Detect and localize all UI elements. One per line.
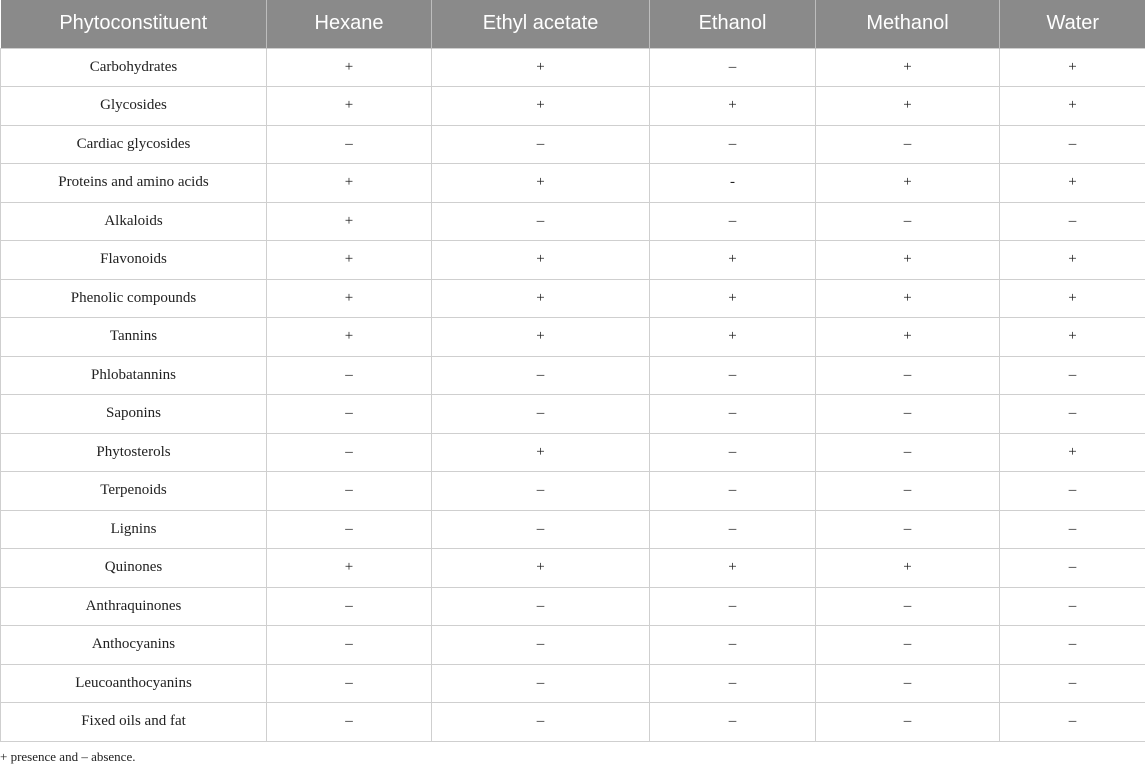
cell-ethyl-acetate: +: [432, 433, 650, 472]
cell-ethyl-acetate: –: [432, 510, 650, 549]
table-row: [1, 472, 1145, 511]
cell-ethanol: –: [650, 433, 816, 472]
cell-hexane: +: [267, 279, 432, 318]
cell-water: –: [1000, 703, 1145, 742]
cell-water: –: [1000, 202, 1145, 241]
cell-hexane: +: [267, 241, 432, 280]
cell-ethyl-acetate: –: [432, 626, 650, 665]
cell-ethanol: –: [650, 587, 816, 626]
cell-ethanol: –: [650, 395, 816, 434]
cell-ethyl-acetate: –: [432, 202, 650, 241]
cell-ethyl-acetate: +: [432, 549, 650, 588]
cell-phytoconstituent: Terpenoids: [1, 472, 267, 511]
cell-phytoconstituent: Phytosterols: [1, 433, 267, 472]
cell-hexane: –: [267, 395, 432, 434]
cell-water: –: [1000, 356, 1145, 395]
cell-ethyl-acetate: +: [432, 48, 650, 87]
cell-water: –: [1000, 395, 1145, 434]
cell-methanol: +: [816, 48, 1000, 87]
cell-methanol: –: [816, 395, 1000, 434]
header-methanol: Methanol: [816, 0, 1000, 48]
cell-phytoconstituent: Quinones: [1, 549, 267, 588]
cell-methanol: –: [816, 125, 1000, 164]
cell-water: –: [1000, 626, 1145, 665]
cell-phytoconstituent: Leucoanthocyanins: [1, 664, 267, 703]
cell-water: +: [1000, 164, 1145, 203]
cell-ethanol: –: [650, 664, 816, 703]
cell-methanol: –: [816, 472, 1000, 511]
table-row: [1, 510, 1145, 549]
cell-hexane: –: [267, 433, 432, 472]
cell-phytoconstituent: Carbohydrates: [1, 48, 267, 87]
table-row: [1, 318, 1145, 357]
cell-ethanol: –: [650, 472, 816, 511]
cell-phytoconstituent: Saponins: [1, 395, 267, 434]
cell-phytoconstituent: Phenolic compounds: [1, 279, 267, 318]
cell-ethanol: –: [650, 48, 816, 87]
table-row: [1, 279, 1145, 318]
header-phytoconstituent: Phytoconstituent: [1, 0, 267, 48]
table-row: [1, 48, 1145, 87]
cell-ethanol: –: [650, 626, 816, 665]
table-row: [1, 703, 1145, 742]
cell-hexane: –: [267, 703, 432, 742]
cell-ethyl-acetate: –: [432, 356, 650, 395]
header-water: Water: [1000, 0, 1145, 48]
cell-ethanol: +: [650, 318, 816, 357]
cell-ethyl-acetate: –: [432, 587, 650, 626]
cell-hexane: –: [267, 664, 432, 703]
cell-water: +: [1000, 87, 1145, 126]
cell-ethyl-acetate: –: [432, 664, 650, 703]
cell-phytoconstituent: Lignins: [1, 510, 267, 549]
cell-water: –: [1000, 587, 1145, 626]
cell-methanol: +: [816, 87, 1000, 126]
cell-hexane: +: [267, 164, 432, 203]
cell-methanol: –: [816, 703, 1000, 742]
cell-ethyl-acetate: –: [432, 472, 650, 511]
table-row: [1, 587, 1145, 626]
cell-methanol: –: [816, 510, 1000, 549]
cell-methanol: –: [816, 626, 1000, 665]
table-row: [1, 433, 1145, 472]
header-ethyl-acetate: Ethyl acetate: [432, 0, 650, 48]
cell-phytoconstituent: Tannins: [1, 318, 267, 357]
table-row: [1, 202, 1145, 241]
cell-methanol: +: [816, 549, 1000, 588]
header-row: [1, 0, 1145, 48]
cell-phytoconstituent: Fixed oils and fat: [1, 703, 267, 742]
cell-ethanol: +: [650, 279, 816, 318]
cell-water: +: [1000, 279, 1145, 318]
cell-hexane: –: [267, 472, 432, 511]
cell-methanol: –: [816, 356, 1000, 395]
cell-ethanol: –: [650, 356, 816, 395]
cell-hexane: +: [267, 549, 432, 588]
cell-ethanol: +: [650, 241, 816, 280]
header-ethanol: Ethanol: [650, 0, 816, 48]
table-row: [1, 241, 1145, 280]
cell-phytoconstituent: Glycosides: [1, 87, 267, 126]
cell-methanol: –: [816, 664, 1000, 703]
cell-ethanol: –: [650, 202, 816, 241]
cell-hexane: –: [267, 626, 432, 665]
cell-hexane: +: [267, 202, 432, 241]
cell-ethanol: –: [650, 125, 816, 164]
table-header: [1, 0, 1145, 48]
cell-water: –: [1000, 125, 1145, 164]
cell-ethyl-acetate: –: [432, 125, 650, 164]
table-body: [1, 48, 1145, 741]
cell-water: +: [1000, 48, 1145, 87]
cell-methanol: –: [816, 433, 1000, 472]
header-hexane: Hexane: [267, 0, 432, 48]
cell-phytoconstituent: Flavonoids: [1, 241, 267, 280]
cell-methanol: +: [816, 279, 1000, 318]
cell-ethyl-acetate: +: [432, 164, 650, 203]
cell-ethanol: +: [650, 549, 816, 588]
cell-methanol: +: [816, 241, 1000, 280]
cell-hexane: –: [267, 587, 432, 626]
cell-methanol: +: [816, 164, 1000, 203]
cell-ethyl-acetate: –: [432, 703, 650, 742]
cell-ethanol: +: [650, 87, 816, 126]
cell-hexane: +: [267, 48, 432, 87]
cell-hexane: +: [267, 87, 432, 126]
cell-hexane: –: [267, 356, 432, 395]
cell-water: –: [1000, 510, 1145, 549]
table-footnote: + presence and – absence.: [0, 749, 136, 764]
cell-water: –: [1000, 664, 1145, 703]
cell-methanol: –: [816, 202, 1000, 241]
cell-methanol: –: [816, 587, 1000, 626]
cell-water: +: [1000, 241, 1145, 280]
cell-phytoconstituent: Proteins and amino acids: [1, 164, 267, 203]
cell-hexane: –: [267, 510, 432, 549]
cell-methanol: +: [816, 318, 1000, 357]
table-row: [1, 164, 1145, 203]
table-row: [1, 626, 1145, 665]
table-row: [1, 125, 1145, 164]
cell-ethyl-acetate: +: [432, 87, 650, 126]
cell-phytoconstituent: Phlobatannins: [1, 356, 267, 395]
cell-hexane: +: [267, 318, 432, 357]
cell-water: +: [1000, 433, 1145, 472]
cell-phytoconstituent: Cardiac glycosides: [1, 125, 267, 164]
table-row: [1, 395, 1145, 434]
cell-water: +: [1000, 318, 1145, 357]
table-row: [1, 549, 1145, 588]
cell-water: –: [1000, 472, 1145, 511]
cell-ethanol: –: [650, 510, 816, 549]
table-row: [1, 664, 1145, 703]
cell-ethyl-acetate: +: [432, 241, 650, 280]
cell-phytoconstituent: Anthocyanins: [1, 626, 267, 665]
cell-hexane: –: [267, 125, 432, 164]
cell-ethyl-acetate: –: [432, 395, 650, 434]
table-row: [1, 87, 1145, 126]
cell-ethyl-acetate: +: [432, 318, 650, 357]
cell-phytoconstituent: Anthraquinones: [1, 587, 267, 626]
cell-ethyl-acetate: +: [432, 279, 650, 318]
cell-phytoconstituent: Alkaloids: [1, 202, 267, 241]
table-row: [1, 356, 1145, 395]
cell-ethanol: -: [650, 164, 816, 203]
cell-ethanol: –: [650, 703, 816, 742]
cell-water: –: [1000, 549, 1145, 588]
